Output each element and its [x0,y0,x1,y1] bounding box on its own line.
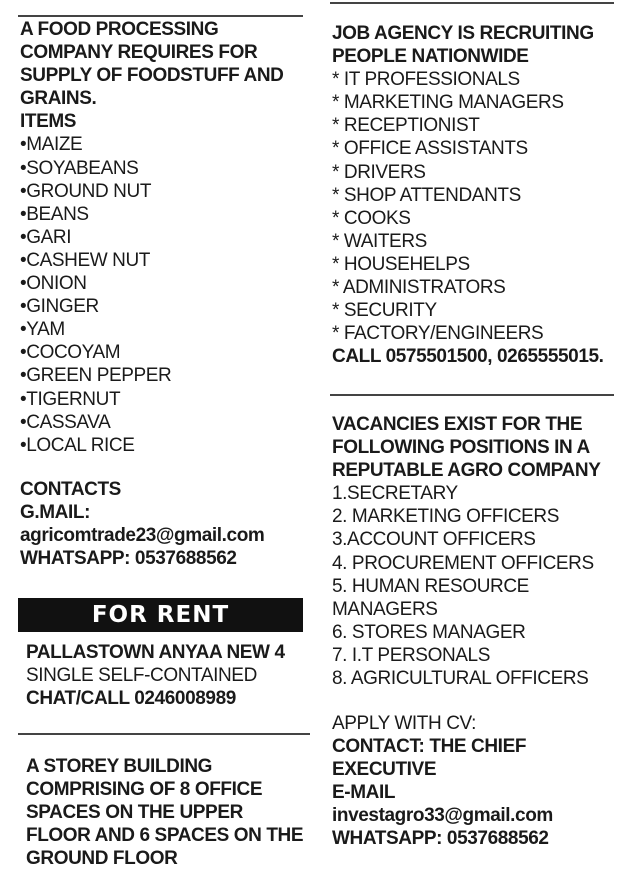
job-position: * FACTORY/ENGINEERS [332,323,544,345]
food-item: •YAM [20,319,65,341]
vacancies-heading-line: VACANCIES EXIST FOR THE [332,414,583,435]
food-ad-contacts [20,478,264,570]
food-item: •GROUND NUT [20,180,152,202]
job-agency-heading-line: JOB AGENCY IS RECRUITING [332,23,594,44]
vacancies-heading-line: REPUTABLE AGRO COMPANY [332,460,601,482]
email-label: E-MAIL [332,782,396,804]
food-item: •SOYABEANS [20,157,139,179]
food-ad [20,18,284,457]
storey-ad-line: SPACES ON THE UPPER [26,802,243,824]
section-rule-right [330,394,614,396]
job-position: * RECEPTIONIST [332,115,480,137]
food-item: •MAIZE [20,134,83,156]
storey-ad-line: FLOOR AND 6 SPACES ON THE [26,825,304,847]
whatsapp-number: WHATSAPP: 0537688562 [20,548,237,570]
for-rent-banner: FOR RENT [18,598,303,632]
food-ad-heading-line: COMPANY REQUIRES FOR [20,42,258,64]
food-ad-heading-line: A FOOD PROCESSING [20,19,219,40]
vacancy-position: 2. MARKETING OFFICERS [332,506,560,528]
food-item: •CASHEW NUT [20,249,150,271]
top-rule-right [330,2,614,4]
storey-ad-line: COMPRISING OF 8 OFFICE [26,779,263,801]
job-position: * DRIVERS [332,161,426,183]
gmail-label: G.MAIL: [20,502,91,524]
job-position: * HOUSEHELPS [332,253,470,275]
vacancies-contact-line: CONTACT: THE CHIEF [332,736,527,758]
storey-ad-line: A STOREY BUILDING [26,756,213,777]
job-position: * SHOP ATTENDANTS [332,184,521,206]
vacancy-position: 7. I.T PERSONALS [332,644,490,666]
job-position: * ADMINISTRATORS [332,277,506,299]
food-item: •COCOYAM [20,342,121,364]
job-position: * SECURITY [332,300,437,322]
contacts-label: CONTACTS [20,479,121,500]
top-rule-left [18,15,303,17]
rent-location: PALLASTOWN ANYAA NEW 4 [26,642,285,663]
food-ad-heading-line: GRAINS. [20,88,97,110]
job-agency-call: CALL 0575501500, 0265555015. [332,346,604,368]
job-position: * COOKS [332,207,411,229]
whatsapp-number: WHATSAPP: 0537688562 [332,828,549,850]
food-item: •TIGERNUT [20,388,121,410]
vacancies-ad [332,413,600,690]
for-rent-ad [26,641,285,710]
vacancies-contact-line: EXECUTIVE [332,759,437,781]
job-agency-heading-line: PEOPLE NATIONWIDE [332,46,529,68]
vacancy-position: MANAGERS [332,598,438,620]
job-position: * WAITERS [332,230,427,252]
job-agency-ad [332,22,604,368]
section-rule-left [18,733,310,735]
food-item: •LOCAL RICE [20,434,135,456]
job-position: * MARKETING MANAGERS [332,92,564,114]
food-item: •GINGER [20,296,99,318]
storey-ad-line: GROUND FLOOR [26,848,178,870]
vacancy-position: 8. AGRICULTURAL OFFICERS [332,668,589,690]
apply-instruction: APPLY WITH CV: [332,713,476,734]
storey-building-ad [26,755,303,870]
food-ad-heading-line: SUPPLY OF FOODSTUFF AND [20,65,284,87]
job-position: * OFFICE ASSISTANTS [332,138,528,160]
rent-contact: CHAT/CALL 0246008989 [26,688,236,710]
vacancy-position: 3.ACCOUNT OFFICERS [332,529,536,551]
food-item: •CASSAVA [20,411,111,433]
food-item: •ONION [20,273,87,295]
vacancy-position: 6. STORES MANAGER [332,621,526,643]
vacancies-apply [332,712,553,851]
vacancy-position: 4. PROCUREMENT OFFICERS [332,552,594,574]
food-item: •GREEN PEPPER [20,365,172,387]
vacancy-position: 5. HUMAN RESOURCE [332,575,529,597]
rent-description: SINGLE SELF-CONTAINED [26,665,257,687]
vacancy-position: 1.SECRETARY [332,483,458,505]
food-item: •GARI [20,226,72,248]
food-item: •BEANS [20,203,89,225]
email-address: agricomtrade23@gmail.com [20,525,265,547]
vacancies-heading-line: FOLLOWING POSITIONS IN A [332,437,590,459]
items-label: ITEMS [20,111,77,133]
job-position: * IT PROFESSIONALS [332,69,520,91]
email-address: investagro33@gmail.com [332,805,553,827]
